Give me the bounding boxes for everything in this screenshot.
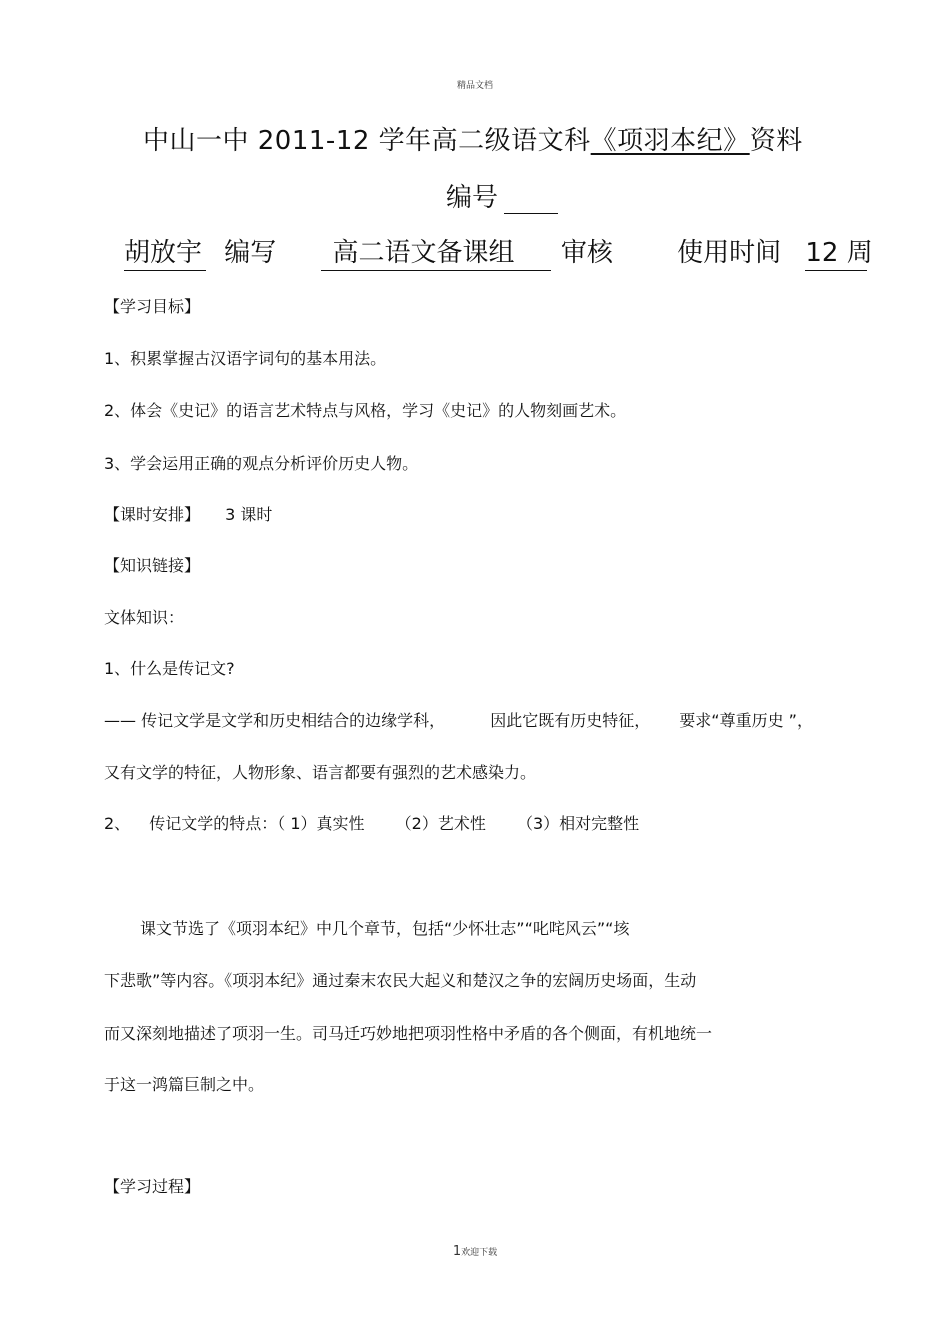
goal-item-2: 2、体会《史记》的语言艺术特点与风格，学习《史记》的人物刻画艺术。 bbox=[104, 401, 627, 420]
footer-text: 欢迎下载 bbox=[461, 1248, 498, 1258]
knowledge-heading: 【知识链接】 bbox=[104, 556, 201, 575]
intro-line-2: 下悲歌”等内容。《项羽本纪》通过秦末农民大起义和楚汉之争的宏阔历史场面，生动 bbox=[104, 971, 697, 990]
question-2-text: 传记文学的特点：（ 1）真实性 bbox=[149, 814, 365, 833]
serial-number-blank bbox=[504, 189, 558, 214]
schedule-value: 3 课时 bbox=[225, 505, 273, 524]
genre-label: 文体知识： bbox=[104, 608, 185, 627]
title-work-name: 《项羽本纪》 bbox=[590, 126, 750, 156]
question-1: 1、什么是传记文? bbox=[104, 659, 235, 678]
reviewer-name: 高二语文备课组 bbox=[321, 232, 551, 271]
goals-heading: 【学习目标】 bbox=[104, 297, 201, 316]
goal-item-3: 3、学会运用正确的观点分析评价历史人物。 bbox=[104, 454, 419, 473]
feature-completeness: （3）相对完整性 bbox=[516, 814, 640, 833]
feature-artistry: （2）艺术性 bbox=[395, 814, 486, 833]
question-2-number: 2、 bbox=[104, 814, 131, 833]
author-role: 编写 bbox=[224, 238, 277, 268]
time-value: 12 周 bbox=[805, 232, 867, 271]
title-prefix: 中山一中 2011-12 学年高二级语文科 bbox=[143, 126, 591, 156]
serial-number-label: 编号 bbox=[446, 183, 499, 213]
question-2 bbox=[104, 811, 639, 834]
author-name: 胡放宇 bbox=[124, 232, 206, 271]
page-number: 1 bbox=[452, 1244, 462, 1259]
page-header: 精品文档 bbox=[456, 81, 493, 91]
info-line bbox=[124, 232, 873, 271]
answer-1-line-2: 又有文学的特征，人物形象、语言都要有强烈的艺术感染力。 bbox=[104, 763, 537, 782]
answer-1-part-c: 要求“尊重历史 ”， bbox=[679, 711, 813, 730]
title-suffix: 资料 bbox=[749, 126, 803, 156]
schedule-heading: 【课时安排】 bbox=[104, 505, 201, 524]
serial-number bbox=[446, 177, 558, 214]
answer-1-line-1 bbox=[104, 708, 813, 731]
schedule-line bbox=[104, 502, 272, 525]
document-title bbox=[143, 120, 803, 157]
process-heading: 【学习过程】 bbox=[104, 1177, 201, 1196]
answer-1-part-a: —— 传记文学是文学和历史相结合的边缘学科， bbox=[104, 711, 446, 730]
intro-line-4: 于这一鸿篇巨制之中。 bbox=[104, 1075, 265, 1094]
reviewer-role: 审核 bbox=[560, 238, 613, 268]
time-label: 使用时间 bbox=[677, 238, 782, 268]
intro-line-3: 而又深刻地描述了项羽一生。司马迁巧妙地把项羽性格中矛盾的各个侧面，有机地统一 bbox=[104, 1024, 713, 1043]
goal-item-1: 1、积累掌握古汉语字词句的基本用法。 bbox=[104, 349, 387, 368]
answer-1-part-b: 因此它既有历史特征， bbox=[490, 711, 651, 730]
page-footer bbox=[0, 1244, 950, 1259]
intro-line-1: 课文节选了《项羽本纪》中几个章节，包括“少怀壮志”“叱咤风云”“垓 bbox=[140, 919, 630, 938]
